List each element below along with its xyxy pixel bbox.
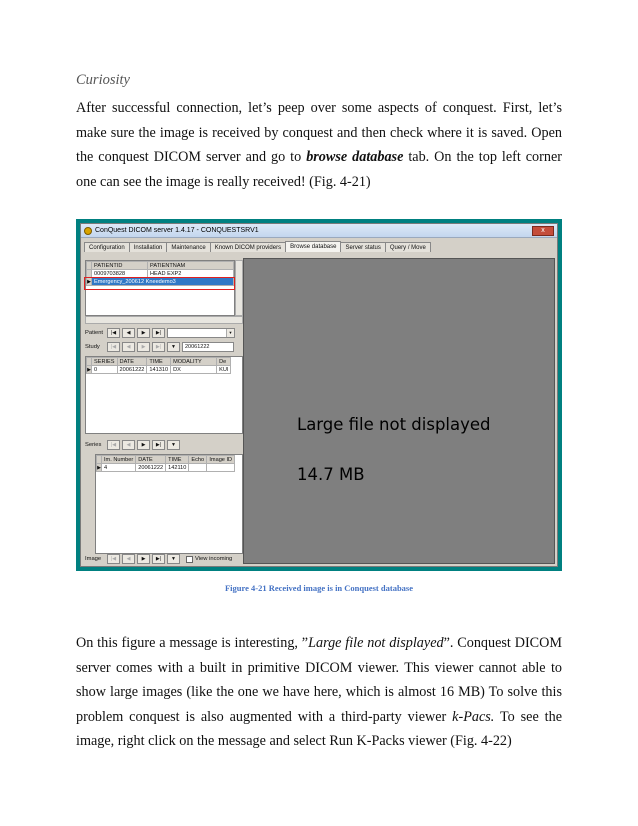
series-label: Series <box>85 442 102 448</box>
tab-query-move[interactable]: Query / Move <box>385 242 431 252</box>
large-file-quote: Large file not displayed <box>308 635 444 651</box>
image-id-cell <box>207 464 235 472</box>
prev-series-button[interactable]: ◀ <box>122 440 135 450</box>
row-pointer-icon: ▶ <box>97 464 101 471</box>
series-modality-cell: DX <box>171 366 217 374</box>
window-title: ConQuest DICOM server 1.4.17 - CONQUESTSRV1 <box>95 227 259 234</box>
study-label: Study <box>85 344 100 350</box>
patient-id-header[interactable]: PATIENTID <box>92 262 148 270</box>
image-number-header[interactable]: Im. Number <box>102 456 136 464</box>
selected-patient-cell: Emergency_200612 Kneedemo3 <box>92 278 234 286</box>
dicom-viewer-pane[interactable] <box>243 258 555 564</box>
series-modality-header[interactable]: MODALITY <box>171 358 217 366</box>
tab-known-dicom-providers[interactable]: Known DICOM providers <box>210 242 286 252</box>
highlight-box <box>84 277 235 290</box>
patient-id-cell: 0009703828 <box>92 270 148 278</box>
study-dropdown-button[interactable]: ▼ <box>167 342 180 352</box>
study-nav <box>85 342 234 352</box>
tab-bar <box>84 242 430 252</box>
series-time-cell: 141310 <box>147 366 171 374</box>
view-incoming-checkbox[interactable] <box>186 556 193 563</box>
image-number-cell: 4 <box>102 464 136 472</box>
explanation-paragraph <box>76 631 562 754</box>
last-series-button[interactable]: ▶| <box>152 440 165 450</box>
intro-text-2: tab. On the top left corner one can see the image is really received! (Fig. 4-21) <box>76 149 562 190</box>
series-header[interactable]: SERIES <box>92 358 118 366</box>
study-date-field[interactable]: 20061222 <box>182 342 234 352</box>
next-study-button[interactable]: ▶ <box>137 342 150 352</box>
image-grid[interactable] <box>95 454 243 554</box>
figure-caption: Figure 4-21 Received image is in Conquest database <box>224 583 414 593</box>
large-file-message[interactable]: Large file not displayed <box>297 415 491 434</box>
row-pointer-icon: ▶ <box>87 366 91 373</box>
series-nav <box>85 440 182 450</box>
last-patient-button[interactable]: ▶| <box>152 328 165 338</box>
next-series-button[interactable]: ▶ <box>137 440 150 450</box>
conquest-window <box>80 223 558 567</box>
intro-text-1: After successful connection, let’s peep over some aspects of conquest. First, let’s make sure the image is received by conquest and then check where it is saved. Open the conquest DICOM server and go to <box>76 100 562 165</box>
chevron-down-icon: ▼ <box>226 329 234 337</box>
patient-label: Patient <box>85 330 104 336</box>
last-study-button[interactable]: ▶| <box>152 342 165 352</box>
close-button[interactable]: x <box>532 226 554 236</box>
section-heading: Curiosity <box>76 72 130 88</box>
image-label: Image <box>85 556 102 562</box>
first-patient-button[interactable]: |◀ <box>107 328 120 338</box>
app-icon <box>84 227 92 235</box>
image-time-cell: 142110 <box>166 464 189 472</box>
explanation-text-3: To see the image, right click on the message and select Run K-Packs viewer (Fig. 4-22) <box>76 708 562 749</box>
patient-name-cell: HEAD EXP2 <box>148 270 234 278</box>
tab-configuration[interactable]: Configuration <box>84 242 130 252</box>
series-dropdown-button[interactable]: ▼ <box>167 440 180 450</box>
series-desc-cell: KUI <box>217 366 231 374</box>
window-titlebar <box>81 224 557 238</box>
image-id-header[interactable]: Image ID <box>207 456 235 464</box>
tab-browse-database[interactable]: Browse database <box>285 241 341 252</box>
series-desc-header[interactable]: De <box>217 358 231 366</box>
patient-nav <box>85 328 235 338</box>
patient-combo[interactable] <box>167 328 235 338</box>
series-grid[interactable] <box>85 356 243 434</box>
row-pointer-icon: ▶ <box>87 278 91 285</box>
series-date-header[interactable]: DATE <box>117 358 147 366</box>
first-image-button[interactable]: |◀ <box>107 554 120 564</box>
tab-maintenance[interactable]: Maintenance <box>166 242 210 252</box>
explanation-text-1: On this figure a message is interesting, ” <box>76 635 309 651</box>
series-time-header[interactable]: TIME <box>147 358 171 366</box>
browse-left-panel <box>85 254 243 566</box>
series-cell: 0 <box>92 366 118 374</box>
image-time-header[interactable]: TIME <box>166 456 189 464</box>
browse-database-emphasis: browse database <box>306 149 404 165</box>
prev-patient-button[interactable]: ◀ <box>122 328 135 338</box>
tab-installation[interactable]: Installation <box>129 242 168 252</box>
next-patient-button[interactable]: ▶ <box>137 328 150 338</box>
first-series-button[interactable]: |◀ <box>107 440 120 450</box>
prev-image-button[interactable]: ◀ <box>122 554 135 564</box>
table-row[interactable] <box>97 464 235 472</box>
file-size-label: 14.7 MB <box>297 465 365 484</box>
image-echo-header[interactable]: Echo <box>189 456 207 464</box>
first-study-button[interactable]: |◀ <box>107 342 120 352</box>
next-image-button[interactable]: ▶ <box>137 554 150 564</box>
explanation-text-2: ”. Conquest DICOM server comes with a built in primitive DICOM viewer. This viewer cannot able to show large images (like the one we have here, which is almost 16 MB) To solve this problem conquest is also augmented with a third-party viewer <box>76 635 562 725</box>
view-incoming-label: View incoming <box>195 556 233 562</box>
table-row[interactable] <box>87 366 231 374</box>
patient-name-header[interactable]: PATIENTNAM <box>148 262 234 270</box>
image-dropdown-button[interactable]: ▼ <box>167 554 180 564</box>
patient-grid-vscroll[interactable] <box>235 260 243 316</box>
image-date-cell: 20061222 <box>136 464 166 472</box>
patient-grid-hscroll[interactable] <box>85 316 243 324</box>
last-image-button[interactable]: ▶| <box>152 554 165 564</box>
image-echo-cell <box>189 464 207 472</box>
series-date-cell: 20061222 <box>117 366 147 374</box>
prev-study-button[interactable]: ◀ <box>122 342 135 352</box>
tab-server-status[interactable]: Server status <box>340 242 385 252</box>
kpacs-emphasis: k-Pacs. <box>452 708 495 725</box>
intro-paragraph <box>76 96 562 194</box>
image-nav <box>85 554 232 564</box>
conquest-screenshot <box>76 219 562 571</box>
image-date-header[interactable]: DATE <box>136 456 166 464</box>
